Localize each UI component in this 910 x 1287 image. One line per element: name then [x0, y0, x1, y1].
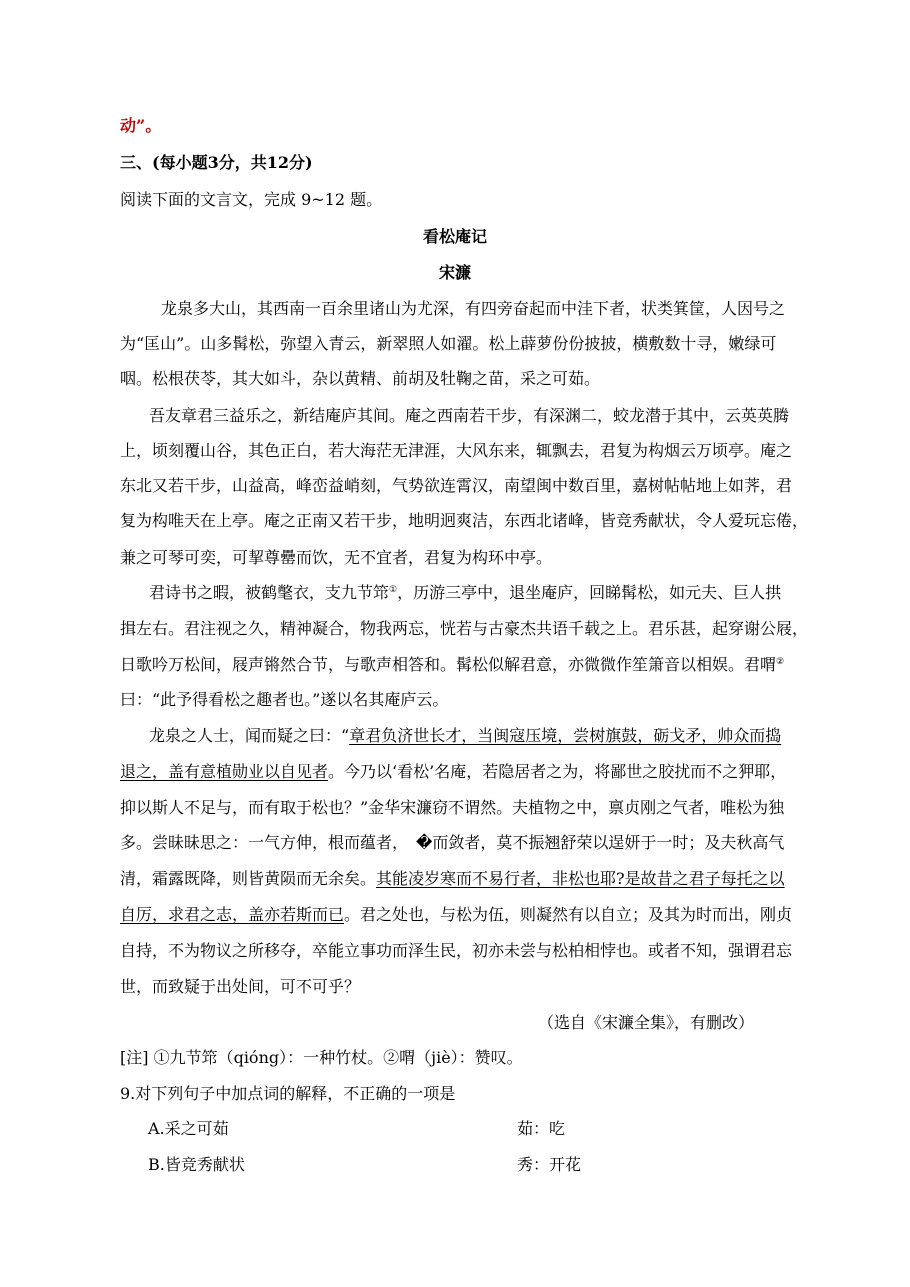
source-citation: （选自《宋濂全集》，有删改）: [537, 1013, 754, 1032]
p4-line-1: [120, 725, 829, 747]
p3-line-2: 揖左右。君注视之久，精神凝合，物我两忘，恍若与古豪杰共语千载之上。君乐甚，起穿谢公屐，: [120, 619, 809, 638]
p2-line-1: 吾友章君三益乐之，新结庵庐其间。庵之西南若干步，有深渊二，蛟龙潜于其中，云英英腾: [149, 406, 790, 425]
p1-line-1: 龙泉多大山，其西南一百余里诸山为尤深，有四旁奋起而中洼下者，状类箕筐，人因号之: [161, 299, 786, 318]
p3-line-1-a: 君诗书之暇，被鹤氅衣，支九节筇: [149, 583, 390, 602]
p4-line-3: 抑以斯人不足与，而有取于松也？”金华宋濂窃不谓然。夫植物之中，禀贞刚之气者，唯松为独: [120, 798, 785, 817]
option-b-sentence: B.皆竞秀献状: [148, 1155, 245, 1174]
underlined-sentence-1b: 退之，盖有意植勋业以自见者: [120, 762, 329, 781]
footnote-marker-1: ①: [389, 585, 398, 595]
option-b-gloss: 秀：开花: [517, 1155, 582, 1174]
question-9-stem: 9.对下列句子中加点词的解释，不正确的一项是: [120, 1084, 456, 1103]
p4-line-6-b: 。君之处也，与松为伍，则凝然有以自立；及其为时而出，刚贞: [344, 905, 793, 924]
essay-title: 看松庵记: [422, 227, 487, 246]
p3-line-4: 曰：“此予得看松之趣者也。”遂以名其庵庐云。: [120, 690, 449, 709]
p4-line-8: 世，而致疑于出处间，可不可乎？: [120, 977, 361, 996]
section-heading: 三、(每小题3分，共12分): [120, 153, 313, 172]
underlined-sentence-2a: 其能凌岁寒而不易行者，非松也耶?是故昔之君子每托之以: [376, 869, 785, 888]
p4-line-6: [120, 904, 800, 926]
reading-instruction: 阅读下面的文言文，完成 9~12 题。: [120, 190, 383, 209]
p4-line-5: [120, 868, 800, 890]
option-a-gloss: 茹：吃: [517, 1119, 566, 1138]
p2-line-4: 复为构唯天在上亭。庵之正南又若干步，地明迥爽洁，东西北诸峰，皆竞秀献状，令人爱玩忘倦，: [120, 511, 809, 530]
p2-line-5: 兼之可琴可奕，可挈尊罍而饮，无不宜者，君复为构环中亭。: [120, 548, 553, 567]
p1-line-3: 咽。松根茯苓，其大如斗，杂以黄精、前胡及牡鞠之苗，采之可茹。: [120, 369, 601, 388]
p3-line-3: [120, 654, 800, 676]
p4-line-4: 多。尝昧昧思之：一气方伸，根而蕴者， �而敛者，莫不振翘舒荣以逞妍于一时；及夫秋高气: [120, 833, 785, 852]
p4-line-5-a: 清，霜露既降，则皆黄陨而无余矣。: [120, 869, 377, 888]
p3-line-3-text: 日歌吟万松间，屐声锵然合节，与歌声相答和。髯松似解君意，亦微微作笙箫音以相娱。君喟: [120, 655, 777, 674]
p4-line-1-a: 龙泉之人士，闻而疑之曰：“: [149, 726, 350, 745]
footnote-marker-2: ②: [776, 657, 785, 667]
essay-author: 宋濂: [438, 263, 471, 282]
p1-line-2: 为“匡山”。山多髯松，弥望入青云，新翠照人如濯。松上薜萝份份披披，横敷数十寻，嫩绿可: [120, 334, 777, 353]
p4-line-2-b: 。今乃以‘看松’名庵，若隐居者之为，将鄙世之胶扰而不之狎耶，: [328, 762, 787, 781]
p3-line-1: [120, 582, 829, 604]
p2-line-3: 东北又若干步，山益高，峰峦益峭刻，气势欲连霄汉，南望闽中数百里，嘉树帖帖地上如荠，君: [120, 476, 793, 495]
p2-line-2: 上，顷刻覆山谷，其色正白，若大海茫无津涯，大风东来，辄飘去，君复为构烟云万顷亭。庵之: [120, 441, 793, 460]
underlined-sentence-1a: 章君负济世长才，当闽寇压境，尝树旗鼓，砺戈矛，帅众而捣: [349, 726, 782, 745]
lead-in-text: 动”。: [120, 116, 162, 135]
option-a-sentence: A.采之可茹: [148, 1119, 229, 1138]
annotation-note: [注] ①九节筇（qióng）：一种竹杖。②喟（jiè）：赞叹。: [120, 1048, 523, 1067]
p3-line-1-b: ，历游三亭中，退坐庵庐，回睇髯松，如元夫、巨人拱: [397, 583, 782, 602]
p4-line-7: 自持，不为物议之所移夺，卒能立事功而泽生民，初亦未尝与松柏相悖也。或者不知，强谓君忘: [120, 941, 793, 960]
p4-line-2: [120, 761, 800, 783]
underlined-sentence-2b: 自厉，求君之志，盖亦若斯而已: [120, 905, 345, 924]
